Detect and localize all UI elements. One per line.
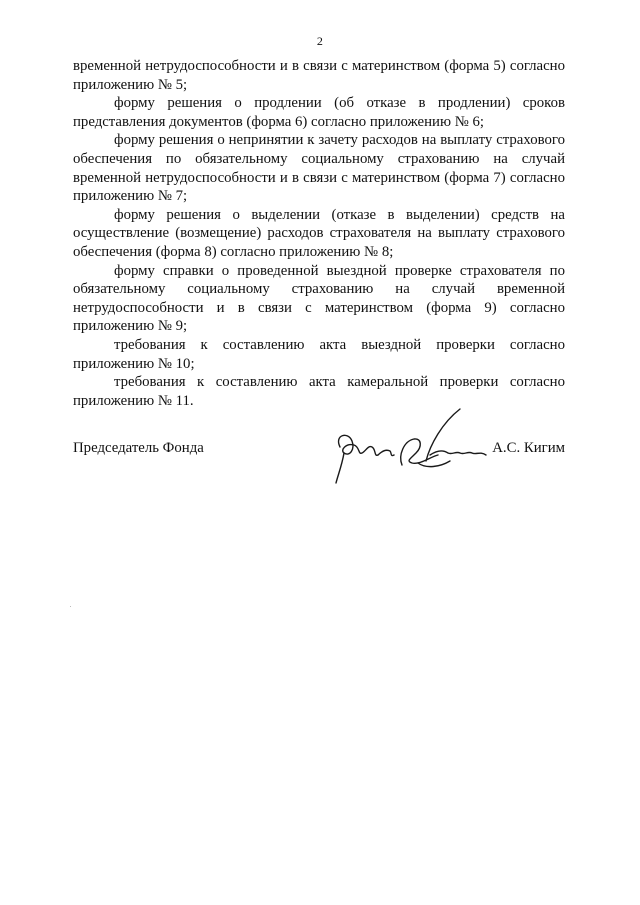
paragraph-appendix-10: требования к составлению акта выездной проверки согласно приложению № 10;	[73, 336, 565, 372]
scan-speck	[70, 606, 71, 607]
paragraph-form-7: форму решения о непринятии к зачету расходов на выплату страхового обеспечения по обязательному социальному страхованию на случай временной нетрудоспособности и в связи с материнством (форма 7) согласно приложению № 7;	[73, 132, 565, 205]
paragraph-form-6: форму решения о продлении (об отказе в продлении) сроков представления документов (форма 6) согласно приложению № 6;	[73, 95, 565, 130]
signature-block	[73, 440, 565, 464]
paragraph-form-9: форму справки о проведенной выездной проверке страхователя по обязательному социальному страхованию на случай временной нетрудоспособности и в связи с материнством (форма 9) согласно приложению № 9;	[73, 262, 565, 335]
page-number: 2	[316, 34, 324, 48]
signatory-title: Председатель Фонда	[73, 440, 204, 456]
paragraph-appendix-11: требования к составлению акта камеральной проверки согласно приложению № 11.	[73, 374, 565, 409]
paragraph-form-5-continuation: временной нетрудоспособности и в связи с материнством (форма 5) согласно приложению № 5;	[73, 58, 565, 93]
document-body	[73, 57, 565, 410]
signatory-name: А.С. Кигим	[492, 440, 565, 456]
paragraph-form-8: форму решения о выделении (отказе в выделении) средств на осуществление (возмещение) расходов страхователя на выплату страхового обеспечения (форма 8) согласно приложению № 8;	[73, 206, 565, 260]
